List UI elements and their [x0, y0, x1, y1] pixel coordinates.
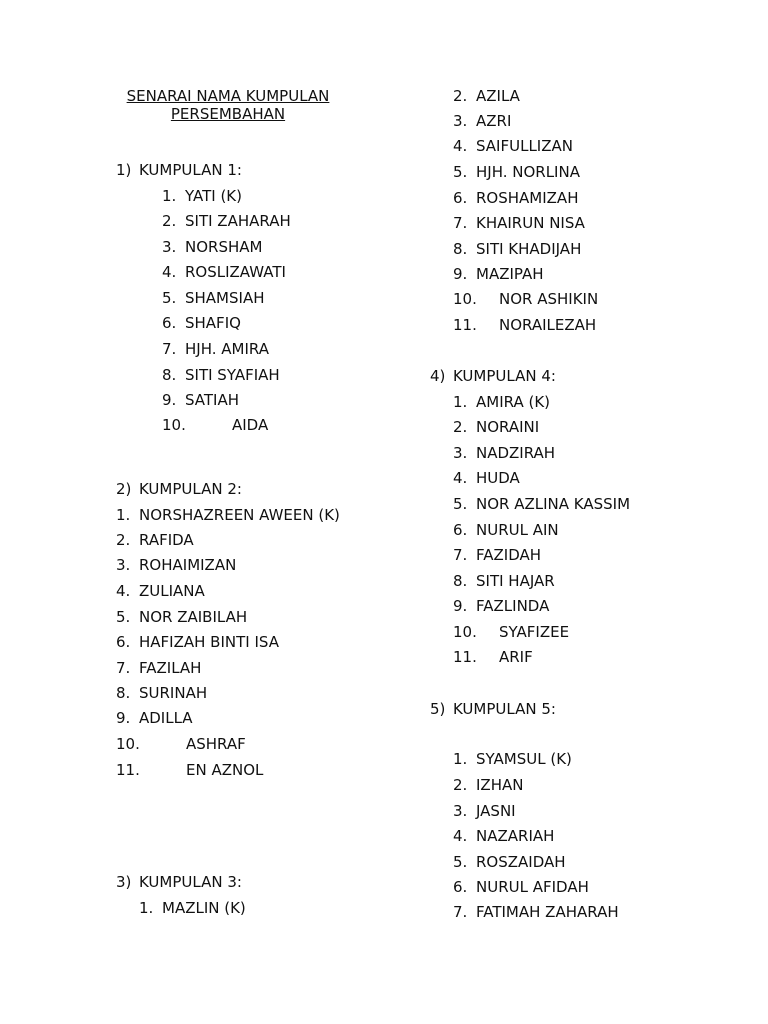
item-number: 1.	[116, 506, 131, 524]
member-name: NORSHAZREEN AWEEN (K)	[139, 506, 340, 524]
item-number: 7.	[453, 903, 468, 921]
item-number: 9.	[453, 265, 468, 283]
member-name: SYAMSUL (K)	[476, 750, 572, 768]
member-name: ZULIANA	[139, 582, 205, 600]
item-number: 6.	[453, 189, 468, 207]
member-name: AMIRA (K)	[476, 393, 551, 411]
item-number: 10.	[162, 416, 186, 434]
member-name: MAZLIN (K)	[162, 899, 246, 917]
member-name: SHAMSIAH	[185, 289, 265, 307]
member-name: SATIAH	[185, 391, 240, 409]
item-number: 6.	[453, 878, 468, 896]
member-name: HJH. NORLINA	[476, 163, 580, 181]
item-number: 7.	[162, 340, 177, 358]
item-number: 10.	[453, 290, 477, 308]
item-number: 3.	[453, 112, 468, 130]
item-number: 7.	[453, 546, 468, 564]
item-number: 11.	[453, 316, 477, 334]
member-name: SITI ZAHARAH	[185, 212, 291, 230]
item-number: 11.	[453, 648, 477, 666]
item-number: 8.	[162, 366, 177, 384]
member-name: SITI KHADIJAH	[476, 240, 582, 258]
member-name: HUDA	[476, 469, 520, 487]
item-number: 1.	[453, 750, 468, 768]
member-name: ROSHAMIZAH	[476, 189, 579, 207]
member-name: ROSLIZAWATI	[185, 263, 286, 281]
item-number: 4.	[116, 582, 131, 600]
title-line-2: PERSEMBAHAN	[170, 105, 286, 123]
item-number: 9.	[453, 597, 468, 615]
item-number: 9.	[162, 391, 177, 409]
item-number: 3.	[162, 238, 177, 256]
member-name: AIDA	[232, 416, 269, 434]
item-number: 8.	[453, 240, 468, 258]
member-name: SYAFIZEE	[499, 623, 570, 641]
member-name: ARIF	[499, 648, 533, 666]
member-name: NORAILEZAH	[499, 316, 597, 334]
member-name: SAIFULLIZAN	[476, 137, 573, 155]
item-number: 3.	[116, 556, 131, 574]
member-name: NOR ASHIKIN	[499, 290, 599, 308]
member-name: EN AZNOL	[186, 761, 264, 779]
item-number: 2.	[162, 212, 177, 230]
item-number: 4.	[453, 137, 468, 155]
item-number: 5.	[116, 608, 131, 626]
group-label: KUMPULAN 1:	[139, 161, 242, 179]
item-number: 9.	[116, 709, 131, 727]
item-number: 4.	[453, 469, 468, 487]
member-name: HJH. AMIRA	[185, 340, 269, 358]
member-name: NORAINI	[476, 418, 540, 436]
group-label: KUMPULAN 3:	[139, 873, 242, 891]
member-name: AZRI	[476, 112, 512, 130]
item-number: 2.	[116, 531, 131, 549]
member-name: NOR ZAIBILAH	[139, 608, 248, 626]
member-name: HAFIZAH BINTI ISA	[139, 633, 279, 651]
member-name: ROSZAIDAH	[476, 853, 566, 871]
item-number: 10.	[116, 735, 140, 753]
item-number: 4.	[453, 827, 468, 845]
item-number: 6.	[116, 633, 131, 651]
member-name: RAFIDA	[139, 531, 194, 549]
item-number: 1.	[162, 187, 177, 205]
group-label: KUMPULAN 5:	[453, 700, 556, 718]
item-number: 11.	[116, 761, 140, 779]
item-number: 2.	[453, 418, 468, 436]
member-name: ADILLA	[139, 709, 193, 727]
member-name: KHAIRUN NISA	[476, 214, 585, 232]
item-number: 8.	[116, 684, 131, 702]
member-name: FAZLINDA	[476, 597, 550, 615]
member-name: SITI HAJAR	[476, 572, 555, 590]
member-name: NOR AZLINA KASSIM	[476, 495, 631, 513]
item-number: 2.	[453, 87, 468, 105]
item-number: 6.	[162, 314, 177, 332]
item-number: 2.	[453, 776, 468, 794]
member-name: SURINAH	[139, 684, 208, 702]
member-name: IZHAN	[476, 776, 524, 794]
group-label: KUMPULAN 2:	[139, 480, 242, 498]
document-title	[108, 87, 348, 123]
item-number: 5.	[453, 495, 468, 513]
member-name: FATIMAH ZAHARAH	[476, 903, 619, 921]
member-name: NURUL AFIDAH	[476, 878, 589, 896]
item-number: 4.	[162, 263, 177, 281]
item-number: 10.	[453, 623, 477, 641]
member-name: ROHAIMIZAN	[139, 556, 237, 574]
member-name: MAZIPAH	[476, 265, 544, 283]
item-number: 5.	[162, 289, 177, 307]
member-name: SITI SYAFIAH	[185, 366, 280, 384]
item-number: 7.	[453, 214, 468, 232]
member-name: YATI (K)	[185, 187, 242, 205]
item-number: 3.	[453, 444, 468, 462]
item-number: 5.	[453, 853, 468, 871]
member-name: FAZIDAH	[476, 546, 542, 564]
member-name: NADZIRAH	[476, 444, 556, 462]
member-name: FAZILAH	[139, 659, 202, 677]
item-number: 1.	[139, 899, 154, 917]
member-name: NAZARIAH	[476, 827, 555, 845]
member-name: NORSHAM	[185, 238, 263, 256]
item-number: 6.	[453, 521, 468, 539]
member-name: JASNI	[476, 802, 516, 820]
item-number: 3.	[453, 802, 468, 820]
item-number: 1.	[453, 393, 468, 411]
group-number: 2)	[116, 480, 132, 498]
group-number: 1)	[116, 161, 132, 179]
group-number: 5)	[430, 700, 446, 718]
member-name: SHAFIQ	[185, 314, 241, 332]
title-line-1: SENARAI NAMA KUMPULAN	[126, 87, 330, 105]
group-number: 3)	[116, 873, 132, 891]
item-number: 8.	[453, 572, 468, 590]
member-name: AZILA	[476, 87, 520, 105]
group-label: KUMPULAN 4:	[453, 367, 556, 385]
member-name: NURUL AIN	[476, 521, 559, 539]
item-number: 5.	[453, 163, 468, 181]
group-number: 4)	[430, 367, 446, 385]
member-name: ASHRAF	[186, 735, 246, 753]
item-number: 7.	[116, 659, 131, 677]
